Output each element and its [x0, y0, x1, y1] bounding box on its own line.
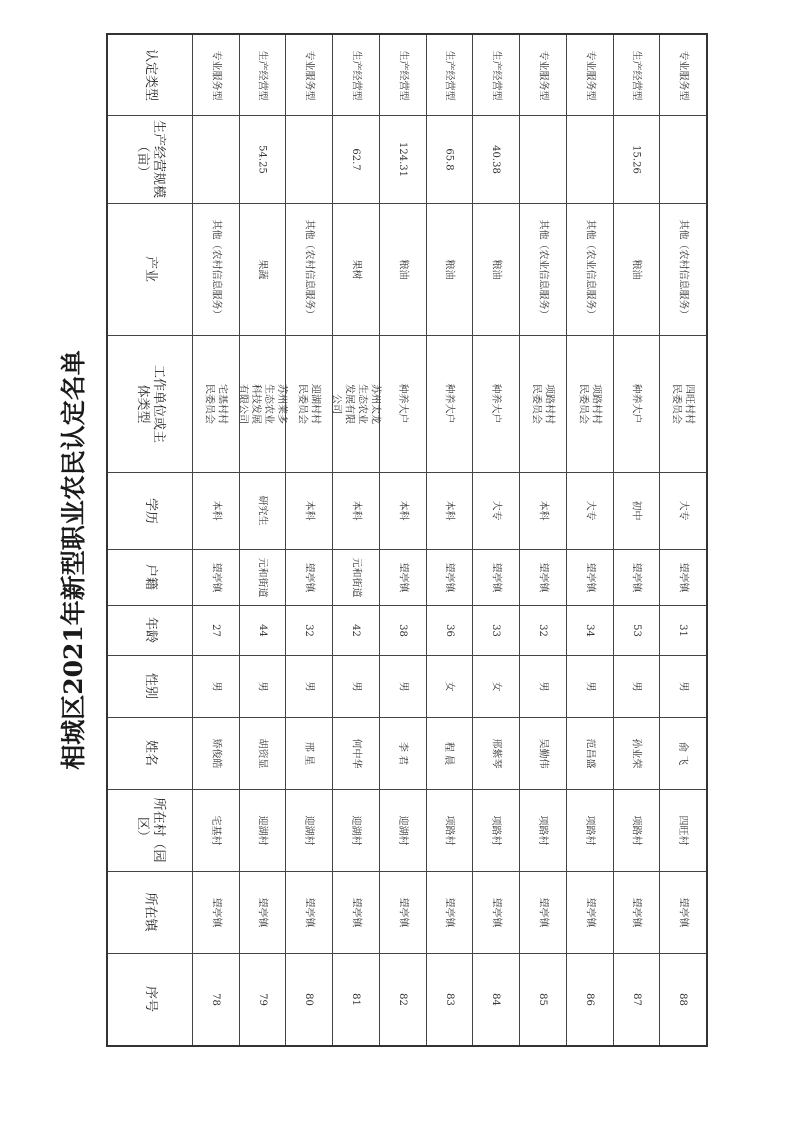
cell-age	[379, 605, 426, 655]
cell-value-town: 望亭镇	[256, 897, 268, 927]
cell-name	[192, 717, 239, 789]
header-label-hukou: 户籍	[142, 563, 158, 591]
cell-value-gender: 女	[443, 681, 455, 691]
cell-industry	[379, 203, 426, 335]
cell-value-age: 36	[443, 623, 455, 637]
cell-village	[239, 789, 285, 871]
cell-age	[192, 605, 239, 655]
cell-value-hukou: 元和街道	[350, 557, 361, 597]
cell-value-village: 迎湖村	[303, 815, 314, 845]
cell-value-name: 吴勤伟	[537, 738, 548, 768]
cell-value-name: 孙业荣	[630, 738, 642, 768]
header-label-employer: 工作单位或主体类型	[135, 364, 166, 443]
cell-employer	[566, 335, 613, 472]
cell-value-industry: 其他（农业信息服务）	[584, 219, 595, 319]
cell-scale	[613, 115, 659, 203]
cell-value-seq: 82	[396, 992, 408, 1006]
cell-age	[566, 605, 613, 655]
cell-industry	[426, 203, 472, 335]
cell-village	[659, 789, 706, 871]
cell-village	[519, 789, 566, 871]
cell-value-cert-type: 专业服务型	[677, 50, 688, 100]
cell-hukou	[613, 549, 659, 605]
cell-value-village: 宅基村	[210, 815, 221, 845]
cell-gender	[472, 655, 519, 717]
cell-town	[332, 871, 379, 953]
cell-value-gender: 男	[584, 681, 595, 691]
cell-scale	[239, 115, 285, 203]
cell-scale	[426, 115, 472, 203]
header-label-scale: 生产经营规模（亩）	[135, 119, 166, 198]
cell-industry	[192, 203, 239, 335]
cell-value-name: 矫俊皓	[210, 738, 221, 768]
cell-hukou	[659, 549, 706, 605]
cell-gender	[426, 655, 472, 717]
cell-value-gender: 男	[677, 681, 688, 691]
header-label-cert-type: 认定类型	[142, 48, 158, 102]
cell-value-employer: 种养大户	[630, 383, 642, 424]
cell-name	[659, 717, 706, 789]
cell-value-town: 望亭镇	[397, 897, 408, 927]
header-cell-employer	[108, 335, 192, 472]
cell-value-scale: 54.25	[256, 144, 268, 174]
cell-town	[379, 871, 426, 953]
header-label-age: 年龄	[142, 616, 158, 644]
cell-seq	[239, 953, 285, 1045]
cell-village	[285, 789, 332, 871]
cell-industry	[332, 203, 379, 335]
cell-name	[379, 717, 426, 789]
header-label-town: 所在镇	[142, 892, 158, 932]
cell-scale	[659, 115, 706, 203]
cell-value-hukou: 元和街道	[256, 557, 268, 597]
cell-employer	[426, 335, 472, 472]
cell-value-age: 53	[630, 623, 642, 637]
cell-value-cert-type: 生产经营型	[256, 50, 268, 100]
cell-age	[519, 605, 566, 655]
cell-value-cert-type: 专业服务型	[210, 50, 221, 100]
cell-value-employer: 项路村村民委员会	[577, 383, 602, 424]
cell-cert-type	[239, 35, 285, 115]
cell-education	[519, 472, 566, 549]
cell-value-industry: 其他（农村信息服务）	[210, 219, 221, 319]
cell-seq	[472, 953, 519, 1045]
cell-hukou	[285, 549, 332, 605]
cell-employer	[285, 335, 332, 472]
cell-town	[285, 871, 332, 953]
cell-value-education: 本科	[350, 500, 361, 521]
cell-value-age: 32	[302, 623, 314, 637]
cell-value-gender: 男	[630, 681, 642, 691]
cell-value-education: 大专	[490, 500, 501, 521]
cell-value-industry: 果蔬	[256, 259, 268, 279]
cell-age	[472, 605, 519, 655]
cell-value-seq: 81	[349, 992, 361, 1006]
cell-value-name: 邢紫琴	[490, 738, 501, 768]
cell-hukou	[426, 549, 472, 605]
cell-value-village: 迎湖村	[350, 815, 361, 845]
cell-name	[239, 717, 285, 789]
cell-value-name: 范昌盛	[584, 738, 595, 768]
cell-name	[613, 717, 659, 789]
cell-industry	[285, 203, 332, 335]
cell-value-town: 望亭镇	[303, 897, 314, 927]
cell-value-name: 李 君	[397, 741, 408, 765]
cell-value-village: 四旺村	[677, 815, 688, 845]
cell-town	[659, 871, 706, 953]
cell-value-cert-type: 生产经营型	[350, 50, 361, 100]
cell-value-town: 望亭镇	[630, 897, 642, 927]
cell-cert-type	[566, 35, 613, 115]
header-cell-name	[108, 717, 192, 789]
cell-value-employer: 种养大户	[397, 383, 408, 424]
cell-value-scale: 62.7	[350, 147, 361, 171]
cell-value-employer: 宅基村村民委员会	[203, 383, 228, 424]
cell-hukou	[566, 549, 613, 605]
cell-value-town: 望亭镇	[350, 897, 361, 927]
cell-value-village: 项路村	[537, 815, 548, 845]
cell-value-industry: 果树	[350, 259, 361, 279]
cell-value-employer: 种养大户	[443, 383, 455, 424]
cell-value-employer: 苏州莱多生态农业科技发展有限公司	[237, 383, 287, 424]
header-cell-town	[108, 871, 192, 953]
cell-name	[566, 717, 613, 789]
cell-seq	[379, 953, 426, 1045]
cell-employer	[239, 335, 285, 472]
cell-value-employer: 项路村村民委员会	[530, 383, 555, 424]
cell-value-education: 研究生	[256, 495, 268, 526]
cell-gender	[613, 655, 659, 717]
cell-name	[285, 717, 332, 789]
header-label-industry: 产业	[142, 255, 158, 283]
cell-age	[332, 605, 379, 655]
cell-cert-type	[332, 35, 379, 115]
cell-education	[659, 472, 706, 549]
cell-value-village: 项路村	[630, 815, 642, 845]
cell-gender	[285, 655, 332, 717]
cell-age	[426, 605, 472, 655]
cell-value-seq: 84	[489, 992, 501, 1006]
cell-employer	[332, 335, 379, 472]
cell-value-town: 望亭镇	[677, 897, 688, 927]
cell-age	[659, 605, 706, 655]
cell-gender	[379, 655, 426, 717]
cell-value-education: 大专	[584, 500, 595, 521]
cell-value-gender: 男	[537, 681, 548, 691]
cell-value-industry: 粮油	[630, 259, 642, 279]
cell-employer	[379, 335, 426, 472]
cell-value-scale: 40.38	[490, 144, 501, 174]
cell-value-seq: 85	[536, 992, 548, 1006]
cell-education	[285, 472, 332, 549]
cell-value-scale: 124.31	[397, 141, 408, 177]
cell-value-cert-type: 专业服务型	[303, 50, 314, 100]
cell-value-village: 项路村	[490, 815, 501, 845]
cell-value-gender: 女	[490, 681, 501, 691]
cell-value-industry: 粮油	[397, 259, 408, 279]
cell-value-education: 本科	[210, 500, 221, 521]
cell-name	[426, 717, 472, 789]
cell-cert-type	[285, 35, 332, 115]
cell-cert-type	[192, 35, 239, 115]
cell-value-gender: 男	[210, 681, 221, 691]
cell-industry	[659, 203, 706, 335]
cell-value-name: 俞 飞	[677, 741, 688, 765]
cell-value-hukou: 望亭镇	[303, 562, 314, 592]
cell-education	[566, 472, 613, 549]
cell-value-village: 迎湖村	[397, 815, 408, 845]
cell-scale	[379, 115, 426, 203]
cell-value-cert-type: 生产经营型	[630, 50, 642, 100]
cell-value-hukou: 望亭镇	[210, 562, 221, 592]
cell-value-age: 38	[396, 623, 408, 637]
cell-value-age: 27	[209, 623, 221, 637]
cell-name	[519, 717, 566, 789]
cell-value-seq: 78	[209, 992, 221, 1006]
cell-education	[472, 472, 519, 549]
document-title-text: 相城区2021年新型职业农民认定名单	[59, 350, 88, 770]
cell-value-town: 望亭镇	[490, 897, 501, 927]
cell-education	[613, 472, 659, 549]
roster-table	[106, 33, 708, 1047]
cell-value-age: 44	[256, 623, 268, 637]
cell-value-name: 胡资显	[256, 738, 268, 768]
header-label-village: 所在村（园区）	[135, 797, 166, 863]
cell-gender	[519, 655, 566, 717]
cell-value-seq: 86	[583, 992, 595, 1006]
cell-hukou	[332, 549, 379, 605]
cell-town	[426, 871, 472, 953]
cell-hukou	[239, 549, 285, 605]
cell-value-name: 程 晨	[443, 741, 455, 765]
cell-seq	[426, 953, 472, 1045]
header-cell-age	[108, 605, 192, 655]
cell-cert-type	[379, 35, 426, 115]
cell-value-gender: 男	[256, 681, 268, 691]
cell-value-industry: 其他（农业信息服务）	[537, 219, 548, 319]
cell-value-name: 邢 星	[303, 741, 314, 765]
cell-value-village: 项路村	[443, 815, 455, 845]
header-label-education: 学历	[142, 497, 158, 524]
cell-scale	[192, 115, 239, 203]
cell-cert-type	[472, 35, 519, 115]
cell-scale	[285, 115, 332, 203]
cell-scale	[332, 115, 379, 203]
cell-age	[613, 605, 659, 655]
cell-seq	[613, 953, 659, 1045]
cell-value-cert-type: 专业服务型	[584, 50, 595, 100]
header-cell-cert-type	[108, 35, 192, 115]
cell-education	[239, 472, 285, 549]
cell-value-seq: 88	[676, 992, 688, 1006]
cell-value-seq: 83	[443, 992, 455, 1006]
cell-value-town: 望亭镇	[537, 897, 548, 927]
header-label-seq: 序号	[142, 985, 158, 1013]
cell-hukou	[519, 549, 566, 605]
cell-value-village: 迎湖村	[256, 815, 268, 845]
cell-village	[613, 789, 659, 871]
cell-value-industry: 粮油	[443, 259, 455, 279]
cell-cert-type	[519, 35, 566, 115]
cell-cert-type	[659, 35, 706, 115]
cell-industry	[239, 203, 285, 335]
cell-employer	[613, 335, 659, 472]
cell-value-gender: 男	[303, 681, 314, 691]
cell-seq	[332, 953, 379, 1045]
cell-education	[379, 472, 426, 549]
cell-value-hukou: 望亭镇	[490, 562, 501, 592]
cell-industry	[519, 203, 566, 335]
cell-value-age: 31	[676, 623, 688, 637]
cell-employer	[659, 335, 706, 472]
cell-value-education: 初中	[630, 500, 642, 521]
cell-education	[192, 472, 239, 549]
header-cell-seq	[108, 953, 192, 1045]
cell-town	[613, 871, 659, 953]
cell-village	[566, 789, 613, 871]
cell-scale	[519, 115, 566, 203]
cell-town	[472, 871, 519, 953]
cell-industry	[472, 203, 519, 335]
cell-seq	[659, 953, 706, 1045]
cell-gender	[566, 655, 613, 717]
cell-value-cert-type: 生产经营型	[443, 50, 455, 100]
cell-gender	[239, 655, 285, 717]
cell-value-hukou: 望亭镇	[397, 562, 408, 592]
cell-education	[426, 472, 472, 549]
cell-value-cert-type: 专业服务型	[537, 50, 548, 100]
cell-value-industry: 其他（农村信息服务）	[677, 219, 688, 319]
cell-value-employer: 迎湖村村民委员会	[296, 383, 321, 424]
cell-value-town: 望亭镇	[584, 897, 595, 927]
cell-value-hukou: 望亭镇	[584, 562, 595, 592]
cell-value-cert-type: 生产经营型	[490, 50, 501, 100]
cell-value-seq: 79	[256, 992, 268, 1006]
cell-industry	[566, 203, 613, 335]
cell-employer	[519, 335, 566, 472]
cell-education	[332, 472, 379, 549]
cell-value-town: 望亭镇	[443, 897, 455, 927]
cell-cert-type	[613, 35, 659, 115]
cell-town	[192, 871, 239, 953]
cell-value-hukou: 望亭镇	[443, 562, 455, 592]
cell-village	[332, 789, 379, 871]
cell-gender	[659, 655, 706, 717]
cell-seq	[566, 953, 613, 1045]
cell-gender	[192, 655, 239, 717]
cell-value-town: 望亭镇	[210, 897, 221, 927]
cell-value-cert-type: 生产经营型	[397, 50, 408, 100]
cell-industry	[613, 203, 659, 335]
header-cell-scale	[108, 115, 192, 203]
cell-value-industry: 其他（农村信息服务）	[303, 219, 314, 319]
cell-value-education: 本科	[443, 500, 455, 521]
cell-scale	[566, 115, 613, 203]
cell-value-seq: 87	[630, 992, 642, 1006]
cell-value-scale: 15.26	[630, 144, 642, 174]
cell-value-hukou: 望亭镇	[677, 562, 688, 592]
cell-age	[285, 605, 332, 655]
cell-value-hukou: 望亭镇	[537, 562, 548, 592]
header-label-name: 姓名	[142, 739, 158, 767]
cell-hukou	[192, 549, 239, 605]
header-cell-education	[108, 472, 192, 549]
cell-employer	[472, 335, 519, 472]
cell-seq	[519, 953, 566, 1045]
cell-employer	[192, 335, 239, 472]
header-cell-gender	[108, 655, 192, 717]
cell-age	[239, 605, 285, 655]
cell-town	[239, 871, 285, 953]
cell-cert-type	[426, 35, 472, 115]
cell-value-age: 34	[583, 623, 595, 637]
cell-value-education: 大专	[677, 500, 688, 521]
cell-village	[472, 789, 519, 871]
cell-value-age: 42	[349, 623, 361, 637]
cell-village	[379, 789, 426, 871]
cell-scale	[472, 115, 519, 203]
cell-value-scale: 65.8	[443, 147, 455, 171]
cell-value-industry: 粮油	[490, 259, 501, 279]
header-cell-industry	[108, 203, 192, 335]
cell-value-education: 本科	[303, 500, 314, 521]
cell-value-name: 何中华	[350, 738, 361, 768]
header-cell-hukou	[108, 549, 192, 605]
cell-village	[192, 789, 239, 871]
cell-value-age: 32	[536, 623, 548, 637]
cell-value-education: 本科	[397, 500, 408, 521]
header-cell-village	[108, 789, 192, 871]
cell-gender	[332, 655, 379, 717]
cell-value-age: 33	[489, 623, 501, 637]
cell-value-seq: 80	[302, 992, 314, 1006]
cell-seq	[285, 953, 332, 1045]
cell-name	[472, 717, 519, 789]
cell-value-education: 本科	[537, 500, 548, 521]
cell-name	[332, 717, 379, 789]
cell-hukou	[379, 549, 426, 605]
cell-seq	[192, 953, 239, 1045]
cell-town	[566, 871, 613, 953]
cell-value-employer: 种养大户	[490, 383, 501, 424]
cell-value-gender: 男	[350, 681, 361, 691]
cell-town	[519, 871, 566, 953]
cell-hukou	[472, 549, 519, 605]
header-label-gender: 性别	[142, 672, 158, 700]
cell-value-hukou: 望亭镇	[630, 562, 642, 592]
cell-village	[426, 789, 472, 871]
cell-value-gender: 男	[397, 681, 408, 691]
cell-value-employer: 苏州太龙生态农业发展有限公司	[330, 383, 381, 424]
cell-value-village: 项路村	[584, 815, 595, 845]
cell-value-employer: 四旺村村民委员会	[670, 383, 695, 424]
